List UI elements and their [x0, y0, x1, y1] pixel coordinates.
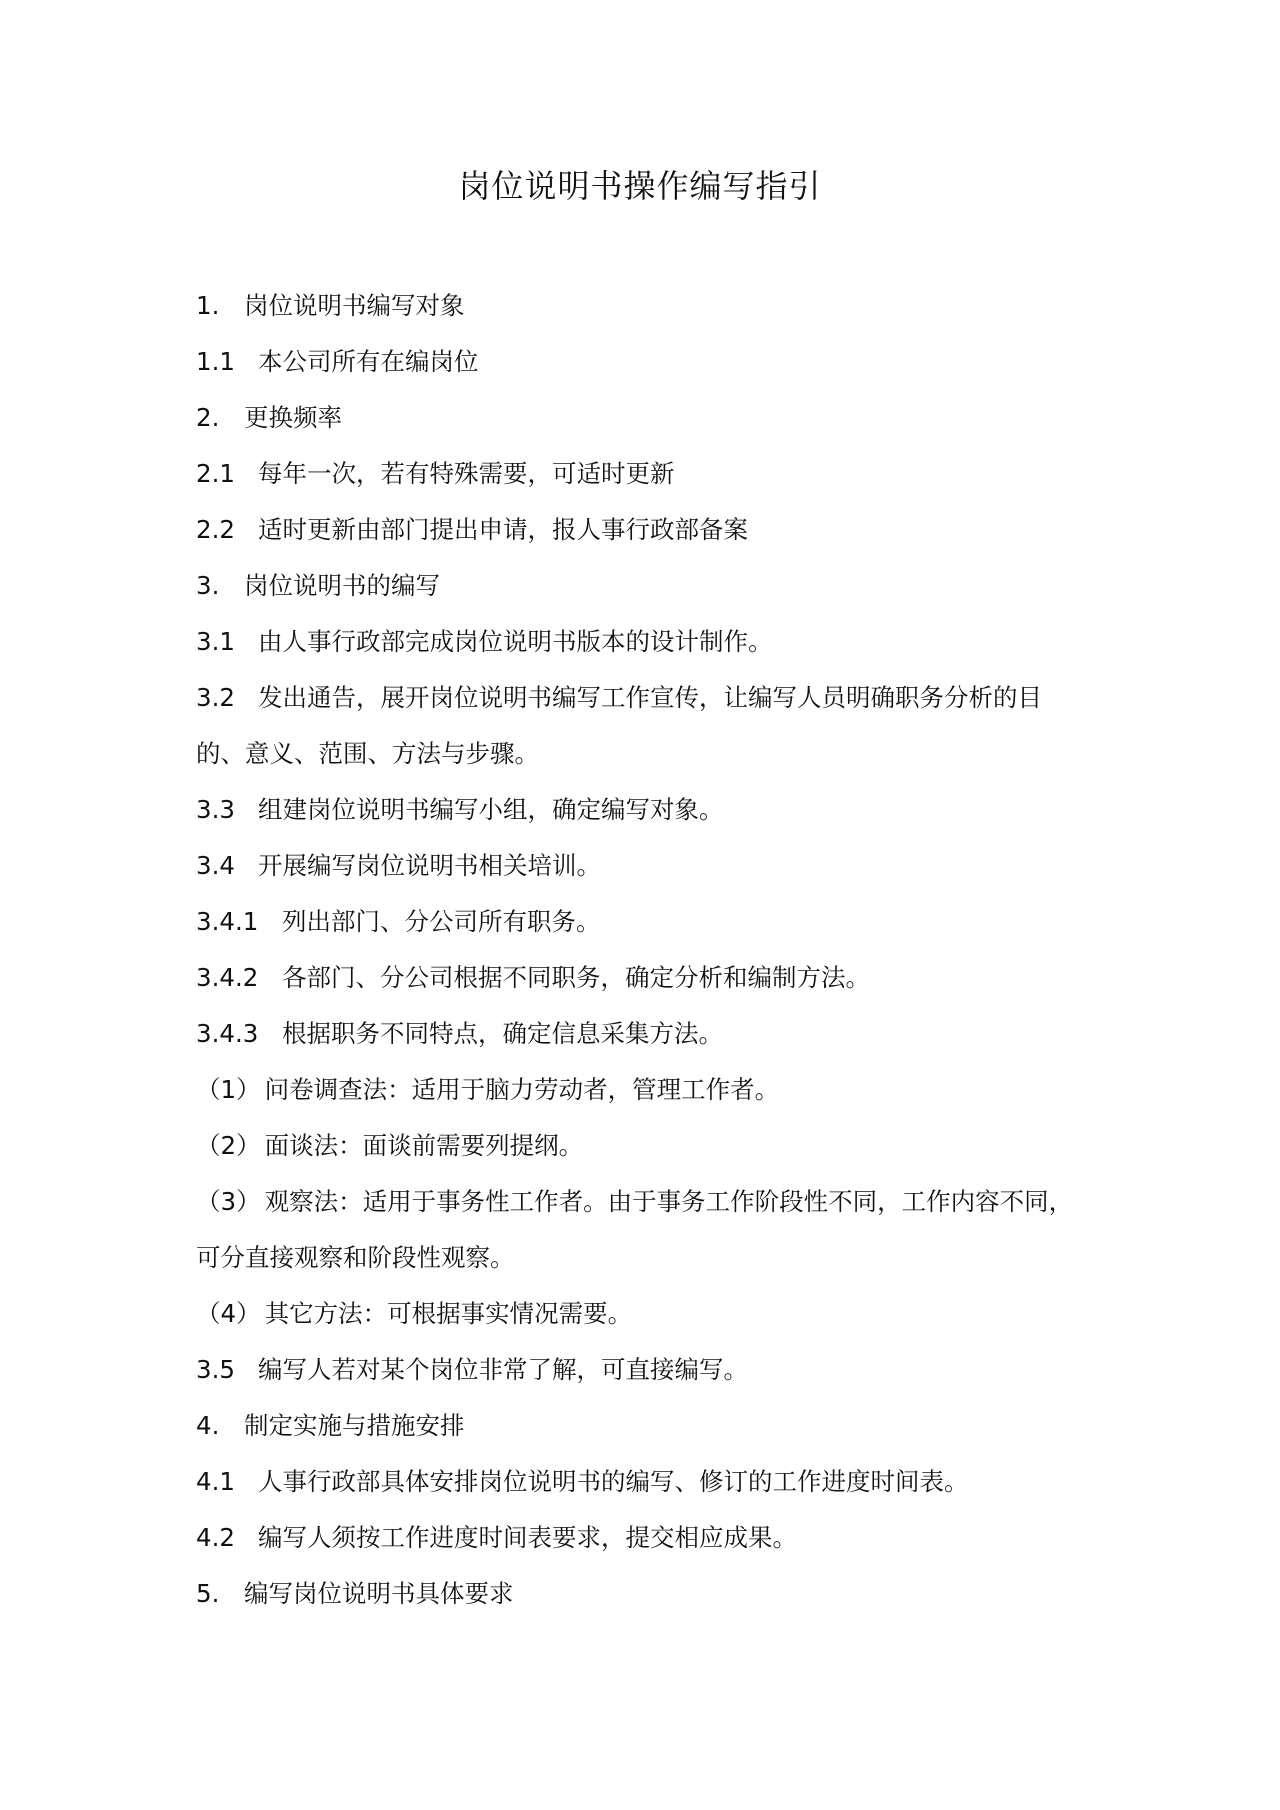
list-item [196, 1126, 1096, 1182]
section-heading [196, 286, 1096, 342]
line-text: 岗位说明书的编写 [244, 571, 440, 600]
line-text: 可分直接观察和阶段性观察。 [196, 1243, 515, 1272]
continuation-line [196, 734, 1096, 790]
line-number: 5. [196, 1579, 220, 1608]
line-text: 开展编写岗位说明书相关培训。 [258, 851, 601, 880]
section-heading [196, 566, 1096, 622]
line-number: 2. [196, 403, 220, 432]
list-number: （4） [196, 1299, 261, 1328]
line-number: 3.2 [196, 683, 235, 712]
line-number: 3.4.2 [196, 963, 259, 992]
subsection-line [196, 622, 1096, 678]
line-text: 根据职务不同特点，确定信息采集方法。 [282, 1019, 723, 1048]
list-item [196, 1070, 1096, 1126]
subsection-line [196, 510, 1096, 566]
line-text: 组建岗位说明书编写小组，确定编写对象。 [258, 795, 724, 824]
subsection-line [196, 846, 1096, 902]
list-item [196, 1294, 1096, 1350]
subsection-line [196, 1350, 1096, 1406]
line-text: 问卷调查法：适用于脑力劳动者，管理工作者。 [264, 1075, 780, 1104]
line-number: 2.2 [196, 515, 235, 544]
line-number: 3.4 [196, 851, 235, 880]
subsection-line [196, 342, 1096, 398]
list-item [196, 1182, 1096, 1238]
line-number: 4.1 [196, 1467, 235, 1496]
section-heading [196, 398, 1096, 454]
continuation-line [196, 1238, 1096, 1294]
line-text: 每年一次，若有特殊需要，可适时更新 [258, 459, 675, 488]
line-number: 4.2 [196, 1523, 235, 1552]
subsection-line [196, 454, 1096, 510]
list-number: （1） [196, 1075, 261, 1104]
list-number: （3） [196, 1187, 261, 1216]
line-text: 制定实施与措施安排 [244, 1411, 465, 1440]
line-text: 各部门、分公司根据不同职务，确定分析和编制方法。 [282, 963, 870, 992]
line-number: 3.4.3 [196, 1019, 259, 1048]
subsection-line [196, 1518, 1096, 1574]
line-number: 3. [196, 571, 220, 600]
line-number: 3.3 [196, 795, 235, 824]
line-text: 其它方法：可根据事实情况需要。 [264, 1299, 633, 1328]
line-text: 观察法：适用于事务性工作者。由于事务工作阶段性不同，工作内容不同， [264, 1187, 1074, 1216]
line-text: 列出部门、分公司所有职务。 [282, 907, 601, 936]
subsection-line [196, 790, 1096, 846]
line-text: 编写人须按工作进度时间表要求，提交相应成果。 [258, 1523, 797, 1552]
line-text: 人事行政部具体安排岗位说明书的编写、修订的工作进度时间表。 [258, 1467, 969, 1496]
line-number: 3.5 [196, 1355, 235, 1384]
list-number: （2） [196, 1131, 261, 1160]
line-text: 适时更新由部门提出申请，报人事行政部备案 [258, 515, 748, 544]
line-text: 的、意义、范围、方法与步骤。 [196, 739, 539, 768]
section-heading [196, 1406, 1096, 1462]
sub-subsection-line [196, 1014, 1096, 1070]
line-text: 由人事行政部完成岗位说明书版本的设计制作。 [258, 627, 773, 656]
line-number: 1.1 [196, 347, 235, 376]
line-text: 面谈法：面谈前需要列提纲。 [264, 1131, 584, 1160]
line-number: 3.1 [196, 627, 235, 656]
line-text: 岗位说明书编写对象 [244, 291, 465, 320]
line-text: 发出通告，展开岗位说明书编写工作宣传，让编写人员明确职务分析的目 [258, 683, 1042, 712]
section-heading [196, 1574, 1096, 1630]
line-number: 3.4.1 [196, 907, 259, 936]
sub-subsection-line [196, 958, 1096, 1014]
line-number: 4. [196, 1411, 220, 1440]
line-number: 1. [196, 291, 220, 320]
line-text: 本公司所有在编岗位 [258, 347, 479, 376]
line-text: 编写人若对某个岗位非常了解，可直接编写。 [258, 1355, 748, 1384]
subsection-line [196, 678, 1096, 734]
line-number: 2.1 [196, 459, 235, 488]
document-title: 岗位说明书操作编写指引 [458, 167, 822, 205]
sub-subsection-line [196, 902, 1096, 958]
line-text: 编写岗位说明书具体要求 [244, 1579, 514, 1608]
subsection-line [196, 1462, 1096, 1518]
document-body [196, 286, 1096, 1630]
line-text: 更换频率 [244, 403, 342, 432]
